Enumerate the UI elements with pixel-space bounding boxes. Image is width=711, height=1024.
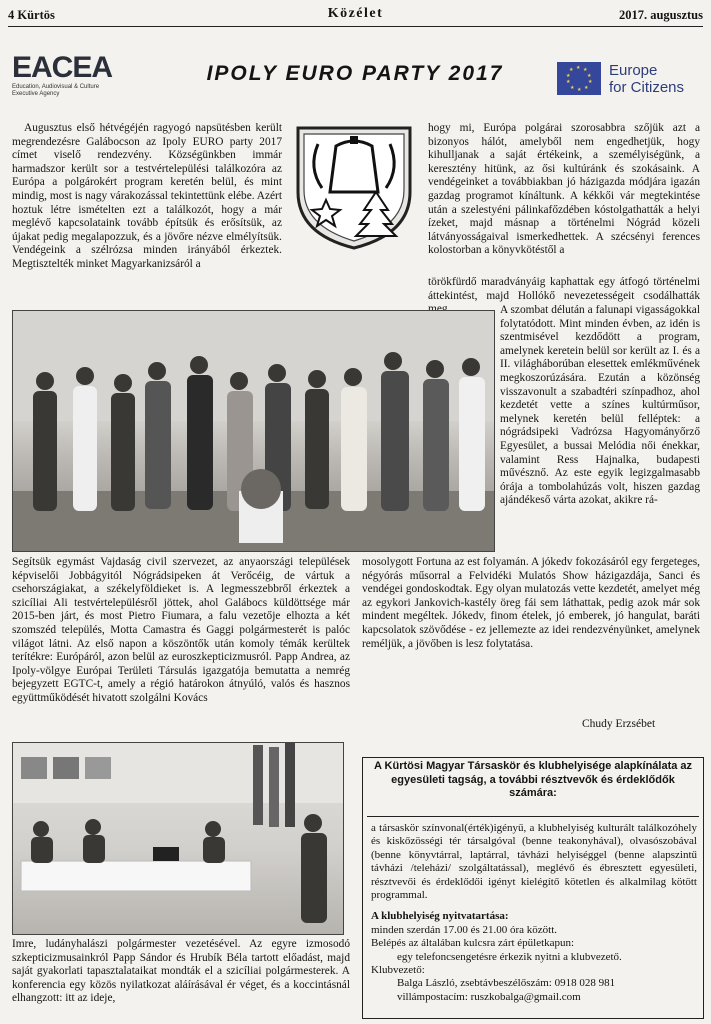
article-intro: Augusztus első hétvégéjén ragyogó napsütésben került megrendezésre Galábocson az Ipoly EURO party 2017 címet viselő rendezvény. Községünkben immár harmadszor került sor a testvértelepülési találkozóra az Európa a polgárokért program keretén belül, és mint mindig, most is nagy várakozással tekintettünk elébe. Azért hoztuk létre ismételten ezt a találkozót, hogy a már meglévő kapcsolataink tovább építsük és erősítsük, az újakat pedig megalapozzuk, és a jövőre nézve elmélyítsük. Vendégeink a szélrózsa minden irányából érkeztek. Megtisztelték minket Magyarkanizsáról a	[12, 122, 282, 270]
village-coat-of-arms	[288, 122, 420, 252]
club-info-body	[371, 822, 697, 1004]
page-number: 4 Kürtös	[8, 8, 55, 22]
eacea-line1: Education, Audiovisual & Culture	[12, 84, 100, 90]
article-right-narrow: A szombat délután a falunapi vigasságokkal folytatódott. Mint minden évben, az idén is szentmisével kezdődött a program, amelynek keretein belül sor került az I. és a II. világháborúban elesettek emlékművének megkoszorúzására. Ezután a közönség visszavonult a szabadtéri színpadhoz, ahol kezdetét vette a színes kultúrműsor, melynek keretén belül felléptek: a nógrádsipeki Vadrózsa Hagyományőrző Egyesület, a bussai Melódia női énekkar, valamint Ress Hajnalka, budapesti művésznő. Az este egyik legizgalmasabb órája a tombolahúzás volt, hiszen gazdag ajándékeső várta azokat, akikre rá-	[500, 304, 700, 507]
article-left-mid: Segítsük egymást Vajdaság civil szervezet, az anyaországi települések képviselői Jobbágyitól Nógrádsipeken át Verőcéig, de vártuk a csehországiakat, a székelyföldieket is. A legmesszebbről érkeztek a szicíliai Ali testvértelepülésről jöttek, ahol Galábocs küldöttsége már 2015-ben járt, és most Pietro Fiumara, a falu vezetője elhozta a két szomszéd település, Motta Camastra és Gaggi polgármesterét is palóc világot látni. Az első napon a köszöntők után komoly témák kerültek terítékre: Európáról, azon belül az euroszkepticizmusról. Papp Andrea, az Ipoly-völgye Európai Területi Társulás igazgatója bemutatta a nemrég bejegyzett EGTC-t, amely a régió határokon átnyúló, valós és hasznos együttműködését hivatott szolgálni Kovács	[12, 556, 350, 704]
opening-hours: minden szerdán 17.00 és 21.00 óra között.	[371, 923, 558, 936]
article-right-top: hogy mi, Európa polgárai szorosabbra szőjük azt a bizonyos hálót, amelyből nem engedhetjük, hogy kihulljanak a saját értékeink, a személyiségünk, a keresztény hitünk, az ősi kultúránk és szokásaink. A vendégeinket a továbbiakban jó házigazda módjára igazán gazdag programot kínáltunk. A kékkői vár megtekintése után a szelestyéni pálinkafőzdében kóstolgathatták a helyi ízeket, majd másnap a történelmi Nógrád közeli látványosságaival ismerkedhettek. A szécsényi ferences kolostorban a könyvkötéstől a	[428, 122, 700, 257]
club-info-box	[362, 757, 704, 1019]
club-leader: Balga László, zsebtávbeszélőszám: 0918 028 981	[397, 977, 616, 990]
club-email: villámpostacím: ruszkobalga@gmail.com	[397, 990, 581, 1003]
club-info-heading: A Kürtösi Magyar Társaskör és klubhelyisége alapkínálata az egyesületi tagság, a további résztvevők és érdeklődők számára:	[367, 758, 699, 817]
author-name: Chudy Erzsébet	[582, 718, 656, 730]
entry-info: Belépés az általában kulcsra zárt épületkapun:	[371, 937, 575, 950]
eacea-logo	[12, 52, 124, 108]
club-offer: a társaskör színvonal(érték)igényű, a klubhelyiség kulturált találkozóhely és kiskőzösségi tér társalgóval (benne teakonyhával), olvasószobával (benne könyvtárral, laptárral, távházi helyiséggel (benne alapszintű távházi /teleházi/ szolgáltatással), meglévő és ébresztett egyesületi, résztvevői és érdeklődői igényt kielégítő kötetlen és alkalmilag kötött programmal.	[371, 822, 697, 902]
group-photo	[12, 310, 495, 552]
opening-hours-title: A klubhelyiség nyitvatartása:	[371, 910, 509, 923]
efc-line2: for Citizens	[609, 79, 685, 96]
article-right-wide: törökfürdő maradványáig kaphattak egy átfogó történelmi áttekintést, majd Hollókő nevezetességeit csodálhatták	[428, 276, 700, 302]
page-header	[8, 6, 703, 27]
europe-for-citizens-logo	[557, 60, 705, 104]
club-leader-label: Klubvezető:	[371, 964, 425, 977]
issue-date: 2017. augusztus	[618, 8, 703, 22]
eacea-line2: Executive Agency	[12, 91, 60, 97]
eacea-mark: EACEA	[12, 51, 113, 84]
article-title: IPOLY EURO PARTY 2017	[206, 62, 504, 85]
efc-line1: Europe	[609, 62, 658, 79]
eu-flag-icon: ★ ★ ★ ★ ★ ★ ★ ★ ★ ★	[557, 62, 601, 95]
article-left-bottom: Imre, ludányhalászi polgármester vezetésével. Az egyre izmosodó szkepticizmusainkról Papp Sándor és Hrubík Béla tartott előadást, majd saját gyakorlati tapasztalataikat mondták el a szicíliai polgármesterek. A konferencia egy közös nyilatkozat aláírásával ér véget, és a koccintásnál elhangzott: itt az ideje,	[12, 938, 350, 1005]
conference-photo	[12, 742, 344, 935]
article-right-mid: mosolygott Fortuna az est folyamán. A jókedv fokozásáról egy fergeteges, négyórás műsorral a Felvidéki Mulatós Show házigazdája, Sanci és vendégei gondoskodtak. Egy olyan mulatozás vette kezdetét, amelyet még az egykori Jankovich-kastély öreg fái sem láthattak, pedig azok már sok mindent megéltek. Jókedv, finom ételek, jó emberek, jó hangulat, baráti kapcsolatok szövődése - ez jellemezte az idei rendezvényünket, amelynek reméljük, a jövőben is lesz folytatása.	[362, 556, 700, 650]
section-title: Közélet	[327, 6, 384, 21]
entry-info-detail: egy telefoncsengetésre érkezik nyitni a klubvezető.	[397, 950, 622, 963]
